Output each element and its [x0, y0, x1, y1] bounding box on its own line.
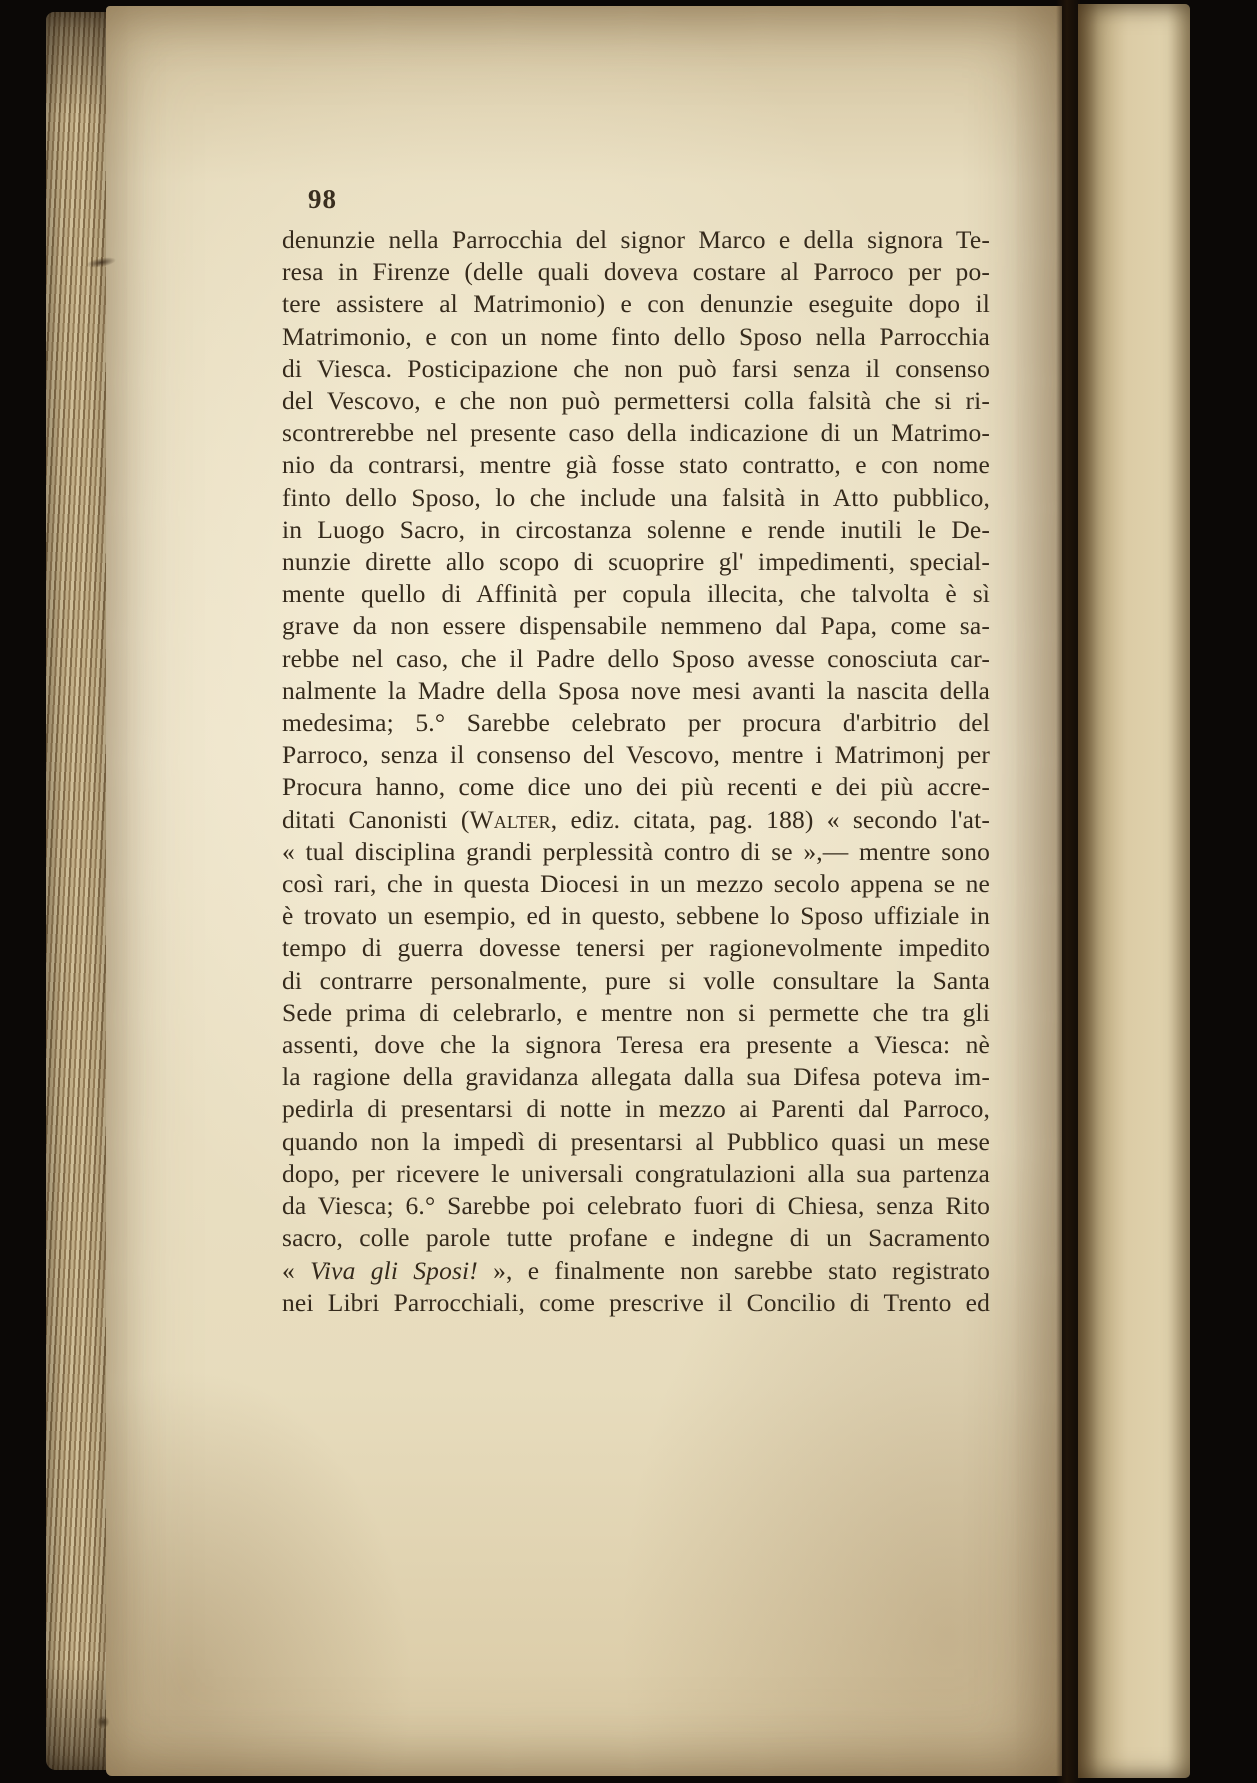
text-line: è trovato un esempio, ed in questo, sebbene lo Sposo uffiziale in — [282, 901, 990, 931]
text-line: sacro, colle parole tutte profane e indegne di un Sacramento — [282, 1223, 990, 1253]
text-line: la ragione della gravidanza allegata dalla sua Difesa poteva im- — [282, 1062, 990, 1092]
gutter-crease — [1056, 0, 1080, 1783]
text-line: mente quello di Affinità per copula illecita, che talvolta è sì — [282, 579, 990, 609]
text-line: « tual disciplina grandi perplessità contro di se »,— mentre sono — [282, 836, 990, 866]
text-line: Matrimonio, e con un nome finto dello Sposo nella Parrocchia — [282, 321, 990, 351]
text-line: medesima; 5.° Sarebbe celebrato per procura d'arbitrio del — [282, 708, 990, 738]
text-segment: Viva gli Sposi! — [310, 1255, 478, 1285]
text-line: pedirla di presentarsi di notte in mezzo ai Parenti dal Parroco, — [282, 1094, 990, 1124]
text-line: rebbe nel caso, che il Padre dello Sposo avesse conosciuta car- — [282, 643, 990, 673]
text-line: in Luogo Sacro, in circostanza solenne e rende inutili le De- — [282, 514, 990, 544]
text-segment: ditati Canonisti ( — [282, 804, 470, 834]
text-line: assenti, dove che la signora Teresa era presente a Viesca: nè — [282, 1030, 990, 1060]
text-line: Sede prima di celebrarlo, e mentre non si permette che tra gli — [282, 997, 990, 1027]
text-line: finto dello Sposo, lo che include una falsità in Atto pubblico, — [282, 482, 990, 512]
text-segment: Walter — [469, 804, 551, 834]
text-segment: , ediz. citata, pag. 188) « secondo l'at- — [550, 804, 990, 834]
text-line: resa in Firenze (delle quali doveva costare al Parroco per po- — [282, 257, 990, 287]
text-line: Procura hanno, come dice uno dei più recenti e dei più accre- — [282, 772, 990, 802]
page-stack-edge — [46, 12, 112, 1770]
text-line: di contrarre personalmente, pure si volle consultare la Santa — [282, 965, 990, 995]
text-line: tere assistere al Matrimonio) e con denunzie eseguite dopo il — [282, 289, 990, 319]
adjacent-page-edge — [1078, 4, 1190, 1778]
text-line: Parroco, senza il consenso del Vescovo, mentre i Matrimonj per — [282, 740, 990, 770]
text-line: nalmente la Madre della Sposa nove mesi avanti la nascita della — [282, 675, 990, 705]
text-segment: », e finalmente non sarebbe stato registrato — [477, 1255, 990, 1285]
text-line — [282, 1255, 990, 1287]
text-line: quando non la impedì di presentarsi al Pubblico quasi un mese — [282, 1126, 990, 1156]
text-line: grave da non essere dispensabile nemmeno dal Papa, come sa- — [282, 611, 990, 641]
text-line: nunzie dirette allo scopo di scuoprire gl' impedimenti, special- — [282, 547, 990, 577]
page-number: 98 — [308, 184, 337, 214]
text-line — [282, 804, 990, 836]
text-line: nei Libri Parrocchiali, come prescrive il Concilio di Trento ed — [282, 1287, 990, 1317]
text-line: così rari, che in questa Diocesi in un mezzo secolo appena se ne — [282, 869, 990, 899]
text-line: scontrerebbe nel presente caso della indicazione di un Matrimo- — [282, 418, 990, 448]
text-line: da Viesca; 6.° Sarebbe poi celebrato fuori di Chiesa, senza Rito — [282, 1191, 990, 1221]
text-line: tempo di guerra dovesse tenersi per ragionevolmente impedito — [282, 933, 990, 963]
book-page — [106, 6, 1062, 1776]
text-line: denunzie nella Parrocchia del signor Marco e della signora Te- — [282, 225, 990, 254]
text-line: nio da contrarsi, mentre già fosse stato contratto, e con nome — [282, 450, 990, 480]
text-line: di Viesca. Posticipazione che non può farsi senza il consenso — [282, 353, 990, 383]
text-block — [282, 224, 990, 1319]
corner-speck — [96, 1716, 110, 1728]
text-segment: « — [282, 1255, 311, 1285]
text-line: dopo, per ricevere le universali congratulazioni alla sua partenza — [282, 1158, 990, 1188]
text-line: del Vescovo, e che non può permettersi colla falsità che si ri- — [282, 386, 990, 416]
